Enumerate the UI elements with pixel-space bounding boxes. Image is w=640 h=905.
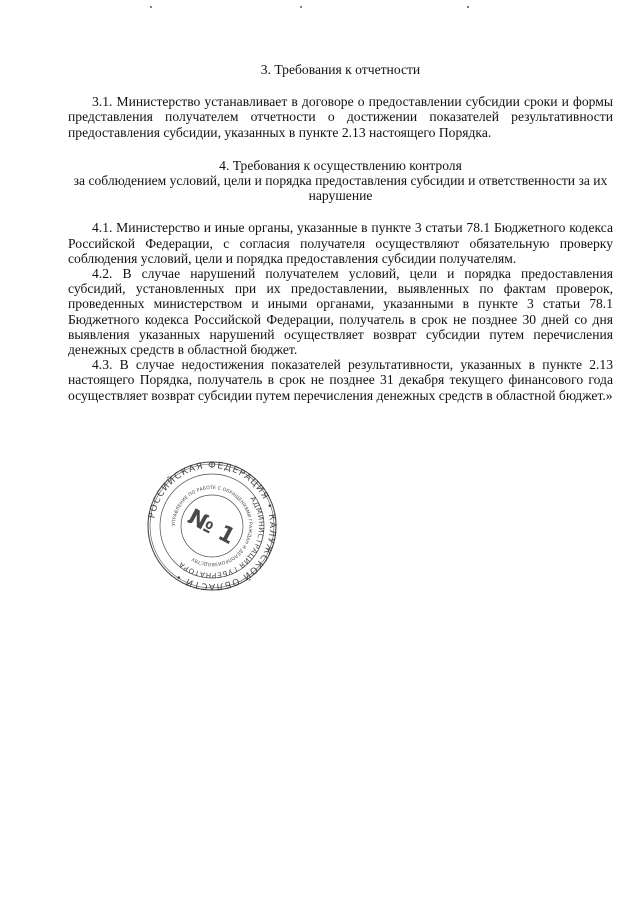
paragraph-4-2: 4.2. В случае нарушений получателем условий, цели и порядка предоставления субсидий, установленных при их предоставлении, выявленных по фактам проверок, проведенных министерством и иными органами, указанными в пункте 3 статьи 78.1 Бюджетного кодекса Российской Федерации, получатель в срок не позднее 30 дней со дня выявления указанных нарушений осуществляет возврат субсидии путем перечисления денежных средств в областной бюджет. [68, 266, 613, 358]
seal-outer-text: РОССИЙСКАЯ ФЕДЕРАЦИЯ • КАЛУЖСКОЙ ОБЛАСТИ • [147, 460, 278, 592]
seal-center-number: № 1 [183, 504, 239, 550]
scan-artifact [300, 6, 302, 8]
seal-inner-text: УПРАВЛЕНИЕ ПО РАБОТЕ С ОБРАЩЕНИЯМИ ГРАЖДАН И ДЕЛОПРОИЗВОДСТВУ [171, 485, 253, 567]
document-body [68, 62, 613, 403]
scan-artifact [467, 6, 469, 8]
paragraph-4-3: 4.3. В случае недостижения показателей результативности, указанных в пункте 2.13 настоящего Порядка, получатель в срок не позднее 31 декабря текущего финансового года осуществляет возврат субсидии путем перечисления денежных средств в областной бюджет.» [68, 357, 613, 403]
scan-artifact [150, 6, 152, 8]
section-3-heading: 3. Требования к отчетности [260, 62, 421, 77]
paragraph-4-1: 4.1. Министерство и иные органы, указанные в пункте 3 статьи 78.1 Бюджетного кодекса Российской Федерации, с согласия получателя осуществляют обязательную проверку соблюдения условий, цели и порядка предоставления субсидии получателям. [68, 220, 613, 266]
official-seal [146, 460, 278, 592]
section-4-heading-line2: за соблюдением условий, цели и порядка предоставления субсидии и ответственности за их нарушение [73, 173, 608, 204]
section-4-heading-line1: 4. Требования к осуществлению контроля [219, 157, 462, 173]
seal-graphic [146, 460, 278, 592]
seal-middle-text: АДМИНИСТРАЦИЯ ГУБЕРНАТОРА [176, 494, 267, 581]
paragraph-3-1: 3.1. Министерство устанавливает в договоре о предоставлении субсидии сроки и формы представления получателем отчетности о достижении показателей результативности предоставления субсидии, указанных в пункте 2.13 настоящего Порядка. [68, 94, 613, 140]
